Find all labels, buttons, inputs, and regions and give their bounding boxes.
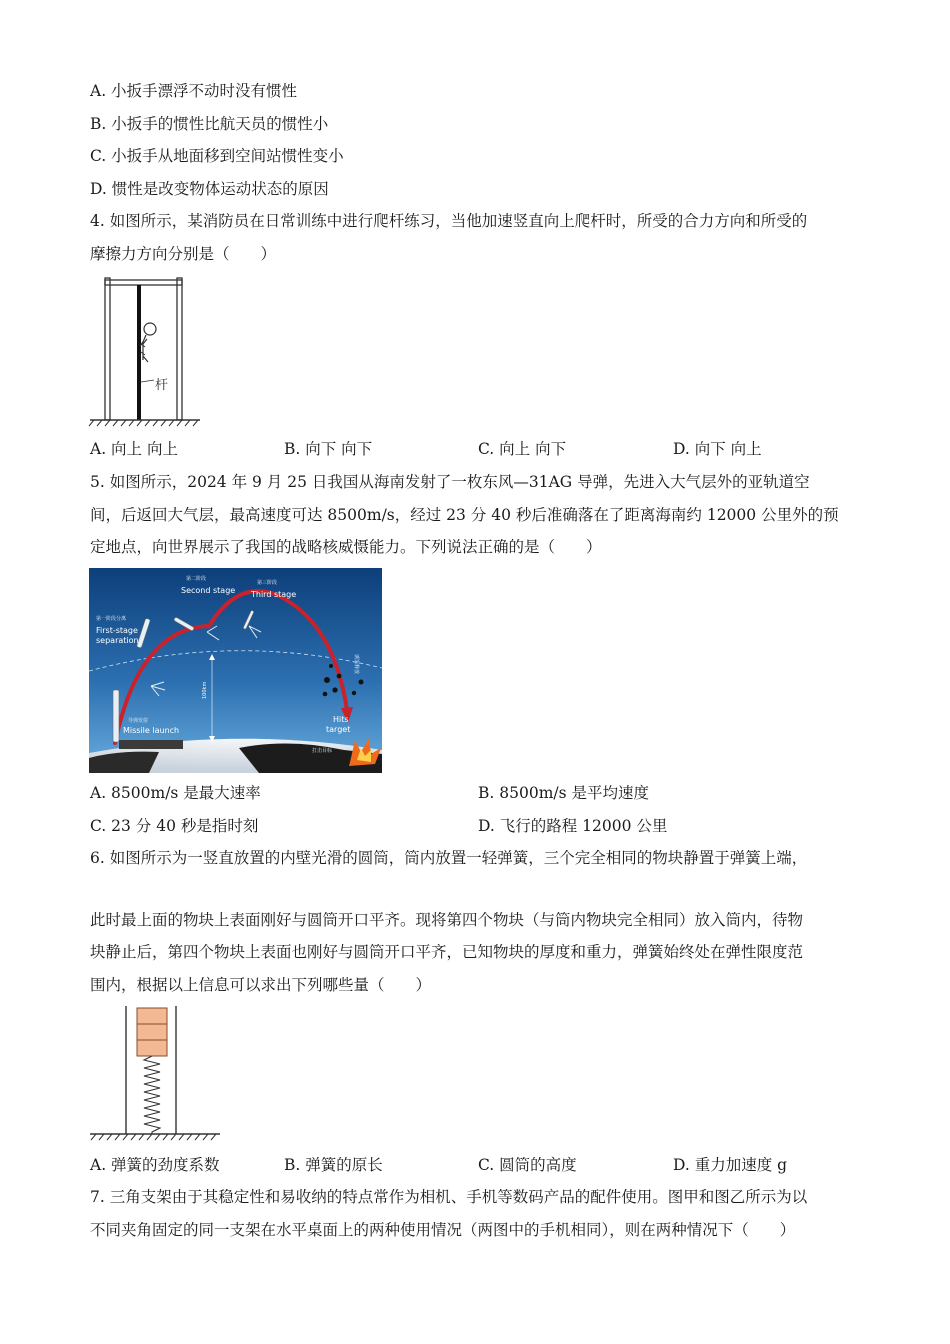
q5-option-b: B. 8500m/s 是平均速度 [478,784,649,802]
q5-stem-line2: 间，后返回大气层，最高速度可达 8500m/s，经过 23 分 40 秒后准确落在了距离海南约 12000 公里外的预 [90,506,839,524]
launch-label: Missile launch [123,726,180,735]
spring-cylinder-figure [88,1004,223,1146]
q6-stem-line3: 块静止后，第四个物块上表面也刚好与圆筒开口平齐，已知物块的厚度和重力，弹簧始终处在弹性限度范 [90,943,804,961]
q4-option-d: D. 向下 向上 [673,440,762,458]
q5-stem-line3: 定地点，向世界展示了我国的战略核威慑能力。下列说法正确的是（ ） [90,538,602,556]
q3-option-a: A. 小扳手漂浮不动时没有惯性 [90,82,298,100]
second-stage-label: Second stage [181,586,236,595]
altitude-label: 100km [202,681,208,699]
hits-target-cn: 打击目标 [312,748,333,754]
q6-option-d: D. 重力加速度 g [673,1156,788,1174]
third-stage-label: Third stage [251,590,297,599]
ground-hatching [89,420,198,426]
q3-option-b: B. 小扳手的惯性比航天员的惯性小 [90,115,329,133]
pole-label: 杆 [155,378,169,393]
q4-option-b: B. 向下 向下 [284,440,373,458]
first-stage-label-2: separation [96,636,139,645]
spring [144,1056,160,1134]
q5-option-d: D. 飞行的路程 12000 公里 [478,817,668,835]
q5-stem-line1: 5. 如图所示，2024 年 9 月 25 日我国从海南发射了一枚东风—31AG 导弹，先进入大气层外的亚轨道空 [90,473,810,491]
decoy-cn: 诱饵释放 [353,654,359,675]
q6-stem-line2: 此时最上面的物块上表面刚好与圆筒开口平齐。现将第四个物块（与筒内物块完全相同）放入筒内，待物 [90,911,804,929]
q3-option-c: C. 小扳手从地面移到空间站惯性变小 [90,147,344,165]
q4-option-a: A. 向上 向上 [90,440,178,458]
q6-option-c: C. 圆筒的高度 [478,1156,577,1174]
stacked-blocks [137,1008,167,1056]
ground-hatching [91,1134,216,1140]
q6-stem-line1: 6. 如图所示为一竖直放置的内壁光滑的圆筒，筒内放置一轻弹簧，三个完全相同的物块静置于弹簧上端， [90,849,808,867]
q4-stem-line1: 4. 如图所示，某消防员在日常训练中进行爬杆练习，当他加速竖直向上爬杆时，所受的合力方向和所受的 [90,212,808,230]
hits-target-label-1: Hits [333,715,349,724]
q7-stem-line2: 不同夹角固定的同一支架在水平桌面上的两种使用情况（两图中的手机相同），则在两种情况下（ ） [90,1221,796,1239]
q4-option-c: C. 向上 向下 [478,440,567,458]
missile-trajectory-figure [89,568,382,773]
q5-option-c: C. 23 分 40 秒是指时刻 [90,817,259,835]
q3-option-d: D. 惯性是改变物体运动状态的原因 [90,180,329,198]
second-stage-cn: 第二阶段 [186,576,207,582]
third-stage-cn: 第三阶段 [257,580,278,586]
q5-option-a: A. 8500m/s 是最大速率 [90,784,261,802]
first-stage-cn: 第一阶段分离 [96,616,127,622]
launch-cn: 导弹发射 [128,718,149,724]
q6-stem-line4: 围内，根据以上信息可以求出下列哪些量（ ） [90,976,432,994]
q6-option-a: A. 弹簧的劲度系数 [90,1156,220,1174]
climbing-pole-figure [88,272,203,430]
hits-target-label-2: target [326,725,351,734]
q7-stem-line1: 7. 三角支架由于其稳定性和易收纳的特点常作为相机、手机等数码产品的配件使用。图甲和图乙所示为以 [90,1188,808,1206]
q4-stem-line2: 摩擦力方向分别是（ ） [90,245,277,263]
q6-option-b: B. 弹簧的原长 [284,1156,383,1174]
first-stage-label-1: First-stage [96,626,138,635]
